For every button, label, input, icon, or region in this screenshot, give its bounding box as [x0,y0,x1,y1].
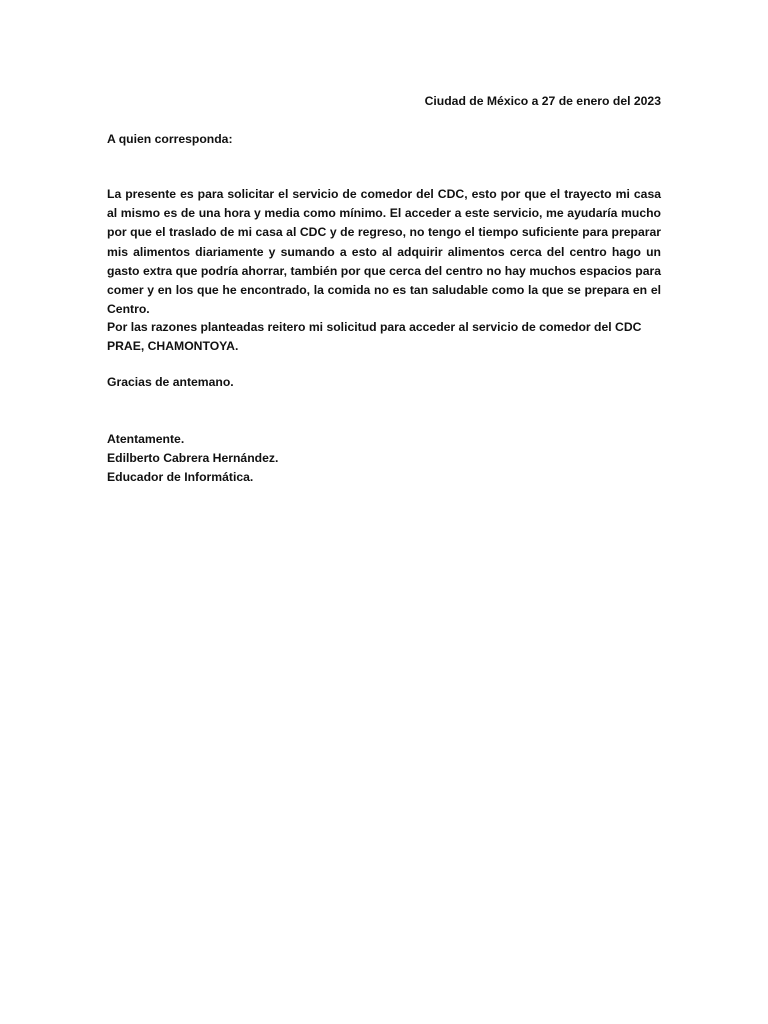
body-paragraph-request: La presente es para solicitar el servicio de comedor del CDC, esto por que el trayecto mi casa al mismo es de una hora y media como mínimo. El acceder a este servicio, me ayudaría mucho por que el traslado de mi casa al CDC y de regreso, no tengo el tiempo suficiente para preparar mis alimentos diariamente y sumando a esto al adquirir alimentos cerca del centro hago un gasto extra que podría ahorrar, también por que cerca del centro no hay muchos espacios para comer y en los que he encontrado, la comida no es tan saludable como la que se prepara en el Centro. [107,187,661,317]
signer-title: Educador de Informática. [107,470,254,485]
body-paragraph-reiteration: Por las razones planteadas reitero mi solicitud para acceder al servicio de comedor del CDC PRAE, CHAMONTOYA. [107,320,642,354]
signer-name: Edilberto Cabrera Hernández. [107,451,279,466]
letter-date: Ciudad de México a 27 de enero del 2023 [424,94,661,108]
body-paragraph-thanks: Gracias de antemano. [107,375,234,389]
letter-closing [107,430,278,488]
valediction: Atentamente. [107,432,185,446]
letter-salutation: A quien corresponda: [107,132,233,146]
